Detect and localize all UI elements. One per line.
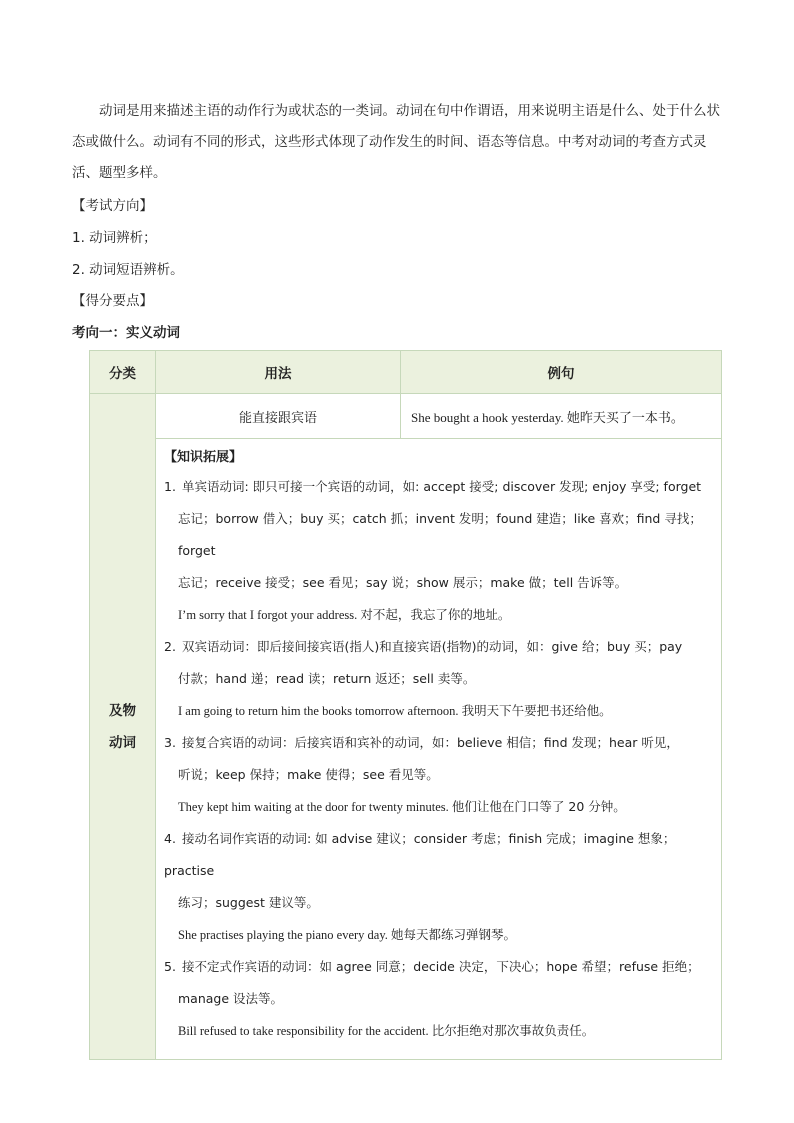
intro-paragraph: 动词是用来描述主语的动作行为或状态的一类词。动词在句中作谓语，用来说明主语是什么、处于什么状态或做什么。动词有不同的形式，这些形式体现了动作发生的时间、语态等信息。中考对动词的考查方式灵活、题型多样。 (72, 103, 720, 181)
category-cell (90, 394, 156, 1060)
item-text-continued: 付款；hand 递；read 读；return 返还；sell 卖等。 (178, 671, 476, 686)
example-cell (401, 394, 722, 439)
item-example-english: I am going to return him the books tomorrow afternoon. (178, 704, 459, 718)
list-item (164, 823, 715, 919)
item-text-continued: 忘记；borrow 借入；buy 买；catch 抓；invent 发明；found 建造；like 喜欢；find 寻找；forget (178, 511, 702, 558)
exam-item-1: 1. 动词辨析； (72, 230, 157, 246)
item-number: 5. (164, 959, 176, 974)
item-example-english: Bill refused to take responsibility for the accident. (178, 1024, 429, 1038)
list-item (164, 727, 715, 791)
item-text-continued: 练习；suggest 建议等。 (178, 895, 319, 910)
header-category: 分类 (90, 351, 156, 394)
list-item (164, 471, 715, 599)
category-line-1: 及物 (109, 702, 136, 719)
item-number: 1. (164, 479, 176, 494)
item-example-chinese: 对不起，我忘了你的地址。 (360, 607, 511, 622)
category-line-2: 动词 (109, 734, 136, 751)
points-heading: 【得分要点】 (72, 293, 153, 309)
table-row (90, 394, 722, 439)
knowledge-row (90, 439, 722, 1060)
list-item (164, 951, 715, 1015)
item-text: 双宾语动词：即后接间接宾语(指人)和直接宾语(指物)的动词，如：give 给；buy 买；pay (181, 639, 683, 654)
item-text: 单宾语动词: 即只可接一个宾语的动词，如: accept 接受; discover 发现; enjoy 享受; forget (181, 479, 702, 494)
item-example-chinese: 比尔拒绝对那次事故负责任。 (431, 1023, 595, 1038)
item-example (164, 599, 715, 631)
knowledge-title: 【知识拓展】 (164, 450, 243, 465)
item-example (164, 791, 715, 823)
item-text-continued: 听说；keep 保持；make 使得；see 看见等。 (178, 767, 439, 782)
example-chinese: 她昨天买了一本书。 (566, 410, 684, 426)
item-example-english: She practises playing the piano every day. (178, 928, 388, 942)
item-text-continued: 忘记；receive 接受；see 看见；say 说；show 展示；make 做；tell 告诉等。 (178, 575, 628, 590)
item-number: 2. (164, 639, 176, 654)
item-example (164, 1015, 715, 1047)
header-usage: 用法 (156, 351, 401, 394)
item-text-continued: manage 设法等。 (178, 991, 284, 1006)
usage-cell: 能直接跟宾语 (156, 394, 401, 439)
item-number: 4. (164, 831, 176, 846)
verb-table (89, 350, 722, 1060)
item-example (164, 695, 715, 727)
header-example: 例句 (401, 351, 722, 394)
item-example-english: I’m sorry that I forgot your address. (178, 608, 358, 622)
item-example-chinese: 我明天下午要把书还给他。 (461, 703, 612, 718)
item-text: 接动名词作宾语的动词: 如 advise 建议；consider 考虑；finish 完成；imagine 想象；practise (164, 831, 676, 878)
item-example-chinese: 她每天都练习弹钢琴。 (391, 927, 517, 942)
item-example-english: They kept him waiting at the door for twenty minutes. (178, 800, 449, 814)
item-example-chinese: 他们让他在门口等了 20 分钟。 (451, 799, 626, 814)
item-text: 接复合宾语的动词：后接宾语和宾补的动词，如：believe 相信；find 发现；hear 听见， (181, 735, 679, 750)
section-title: 考向一：实义动词 (72, 325, 180, 341)
item-number: 3. (164, 735, 176, 750)
table-header-row (90, 351, 722, 394)
item-example (164, 919, 715, 951)
exam-direction-heading: 【考试方向】 (72, 198, 153, 214)
list-item (164, 631, 715, 695)
item-text: 接不定式作宾语的动词：如 agree 同意；decide 决定，下决心；hope 希望；refuse 拒绝； (181, 959, 700, 974)
knowledge-cell (156, 439, 722, 1060)
exam-item-2: 2. 动词短语辨析。 (72, 262, 184, 278)
example-english: She bought a hook yesterday. (411, 409, 564, 425)
